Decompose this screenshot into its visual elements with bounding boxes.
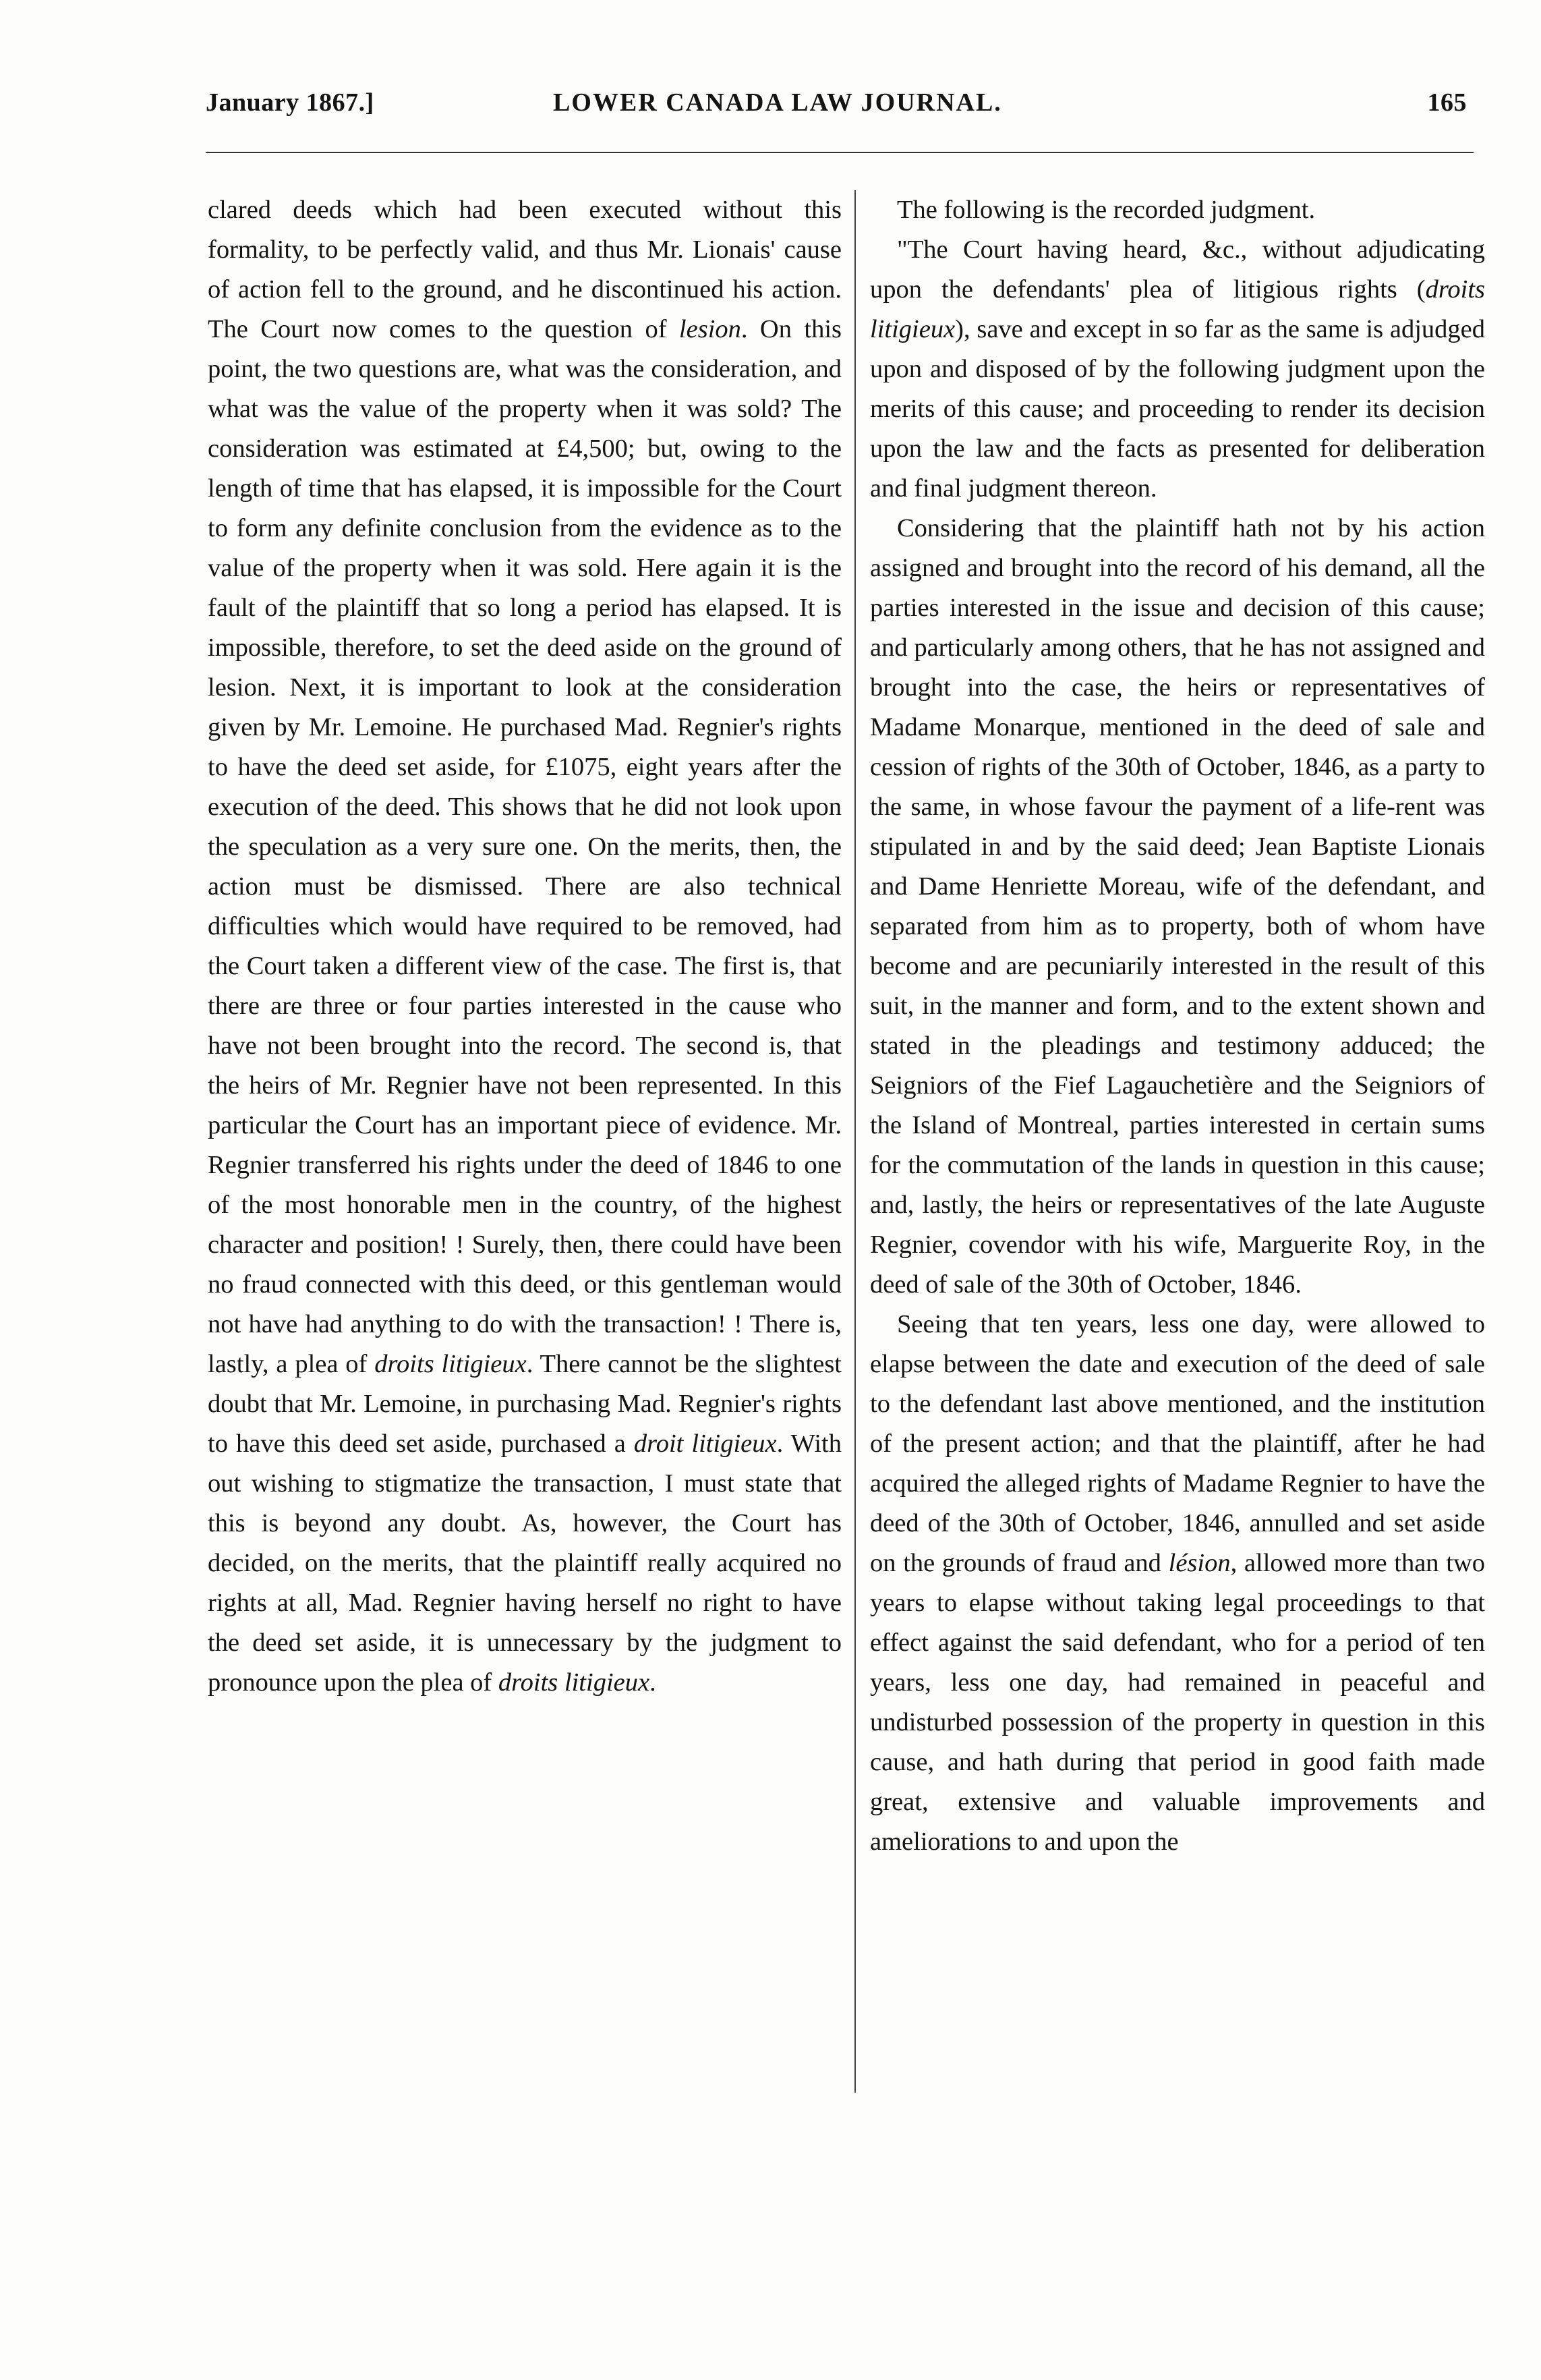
italic-term: droits litigieux (374, 1350, 527, 1378)
page-header (196, 88, 1480, 128)
text-run: . There cannot be the slightest doubt that Mr. Lemoine, in purchasing Mad. Regnier's rights to have this deed set aside, purchased a (208, 1350, 842, 1458)
text-run: . With out wishing to stigmatize the transaction, I must state that this is beyond any doubt. As, however, the Court has decided, on the merits, that the plaintiff really acquired no rights at all, Mad. Regnier having herself no right to have the deed set aside, it is unnecessary by the judgment to pronounce upon the plea of (208, 1429, 842, 1697)
text-run: . (649, 1668, 656, 1697)
italic-term: droits litigieux (870, 275, 1485, 343)
text-run: , allowed more than two years to elapse without taking legal proceedings to that effect against the said defendant, who for a period of ten years, less one day, had remained in peaceful and undisturbed possession of the property in question in this cause, and hath during that period in good faith made great, extensive and valuable improvements and ameliorations to and upon the (870, 1549, 1485, 1856)
header-page-number: 165 (1427, 88, 1467, 117)
right-paragraph-intro: The following is the recorded judgment. (897, 196, 1316, 224)
text-run: ), save and except in so far as the same is adjudged upon and disposed of by the following judgment upon the merits of this cause; and proceeding to render its decision upon the law and the facts as presented for deliberation and final judgment thereon. (870, 315, 1485, 503)
header-journal-title: LOWER CANADA LAW JOURNAL. (553, 88, 1002, 117)
left-paragraph (208, 190, 842, 1703)
text-run: "The Court having heard, &c., without adjudicating upon the defendants' plea of litigious rights ( (870, 235, 1485, 304)
text-run: . On this point, the two questions are, what was the consideration, and what was the value of the property when it was sold? The consideration was estimated at £4,500; but, owing to the length of time that has elapsed, it is impossible for the Court to form any definite conclusion from the evidence as to the value of the property when it was sold. Here again it is the fault of the plaintiff that so long a period has elapsed. It is impossible, therefore, to set the deed aside on the ground of lesion. Next, it is important to look at the consideration given by Mr. Lemoine. He purchased Mad. Regnier's rights to have the deed set aside, for £1075, eight years after the execution of the deed. This shows that he did not look upon the speculation as a very sure one. On the merits, then, the action must be dismissed. There are also technical difficulties which would have required to be removed, had the Court taken a different view of the case. The first is, that there are three or four parties interested in the cause who have not been brought into the record. The second is, that the heirs of Mr. Regnier have not been represented. In this particular the Court has an important piece of evidence. Mr. Regnier transferred his rights under the deed of 1846 to one of the most honorable men in the country, of the highest character and position! ! Surely, then, there could have been no fraud connected with this deed, or this gentleman would not have had anything to do with the transaction! ! There is, lastly, a plea of (208, 315, 842, 1378)
italic-term: lésion (1168, 1549, 1231, 1577)
italic-term: droit litigieux (633, 1429, 777, 1458)
italic-term: droits litigieux (498, 1668, 650, 1697)
header-rule (206, 152, 1474, 153)
italic-term: lesion (678, 315, 741, 343)
right-column (870, 190, 1485, 1862)
text-run: Seeing that ten years, less one day, were allowed to elapse between the date and execution of the deed of sale to the defendant last above mentioned, and the institution of the present action; and that the plaintiff, after he had acquired the alleged rights of Madame Regnier to have the deed of the 30th of October, 1846, annulled and set aside on the grounds of fraud and (870, 1310, 1485, 1577)
header-date: January 1867.] (206, 88, 374, 117)
right-paragraph-seeing (870, 1305, 1485, 1862)
right-paragraph-judgment (870, 230, 1485, 509)
column-divider (854, 190, 856, 2093)
text-run: clared deeds which had been executed without this formality, to be perfectly valid, and thus Mr. Lionais' cause of action fell to the ground, and he discontinued his action. The Court now comes to the question of (208, 196, 842, 343)
left-column (208, 190, 842, 1703)
right-paragraph-considering: Considering that the plaintiff hath not by his action assigned and brought into the record of his demand, all the parties interested in the issue and decision of this cause; and particularly among others, that he has not assigned and brought into the case, the heirs or representatives of Madame Monarque, mentioned in the deed of sale and cession of rights of the 30th of October, 1846, as a party to the same, in whose favour the payment of a life-rent was stipulated in and by the said deed; Jean Baptiste Lionais and Dame Henriette Moreau, wife of the defendant, and separated from him as to property, both of whom have become and are pecuniarily interested in the result of this suit, in the manner and form, and to the extent shown and stated in the pleadings and testimony adduced; the Seigniors of the Fief Lagauchetière and the Seigniors of the Island of Montreal, parties interested in certain sums for the commutation of the lands in question in this cause; and, lastly, the heirs or representatives of the late Auguste Regnier, covendor with his wife, Marguerite Roy, in the deed of sale of the 30th of October, 1846. (870, 514, 1485, 1299)
